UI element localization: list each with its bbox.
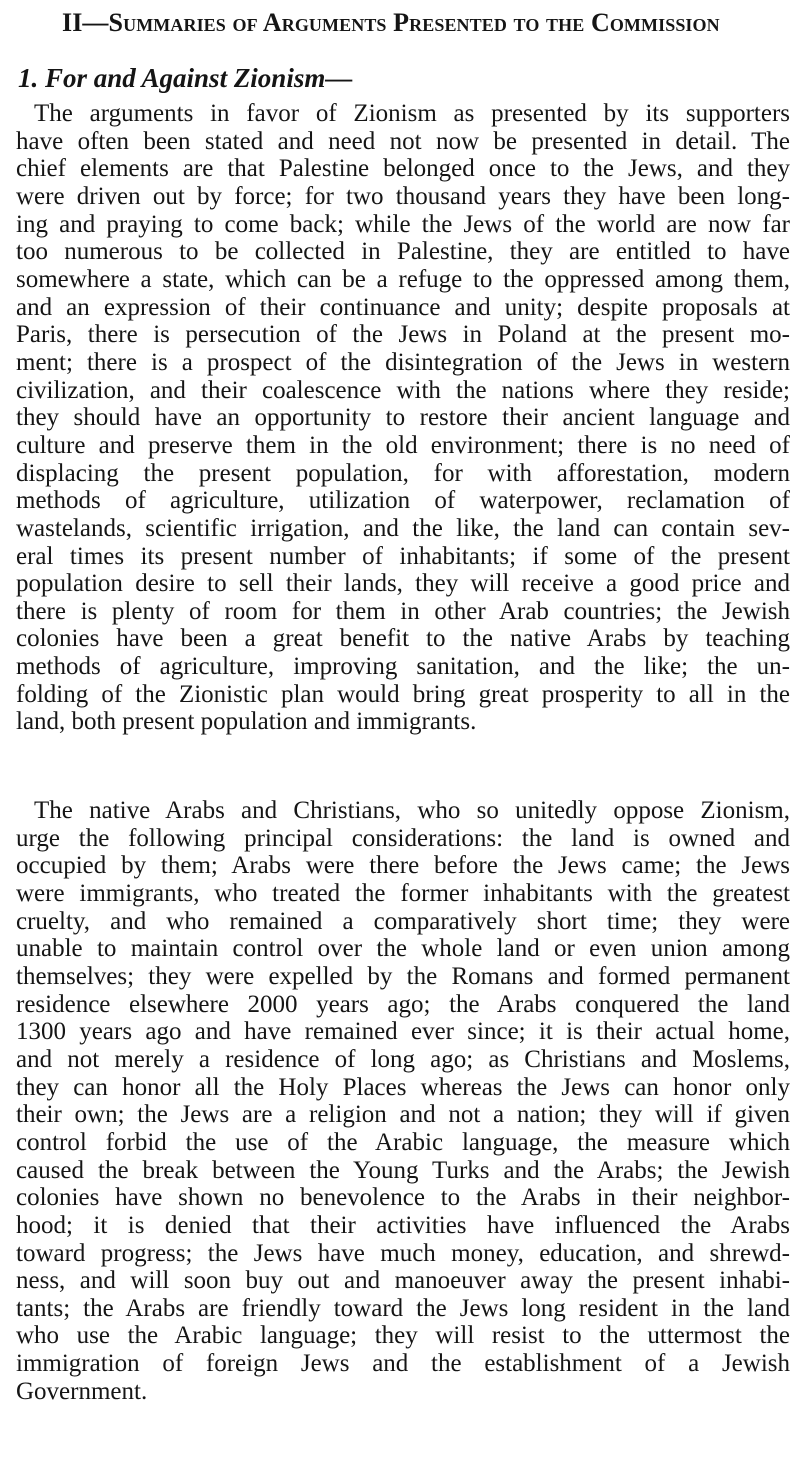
text-line: there is plenty of room for them in other Arab countries; the Jewish: [16, 597, 790, 625]
text-line: they can honor all the Holy Places whereas the Jews can honor only: [16, 1073, 790, 1101]
text-line: displacing the present population, for with afforestation, modern: [16, 459, 790, 487]
text-line: were driven out by force; for two thousand years they have been long-: [16, 182, 790, 210]
text-line: methods of agriculture, utilization of waterpower, reclamation of: [16, 487, 790, 515]
text-line: have often been stated and need not now be presented in detail. The: [16, 127, 790, 155]
text-line: Paris, there is persecution of the Jews in Poland at the present mo-: [16, 321, 790, 349]
text-line: 1300 years ago and have remained ever since; it is their actual home,: [16, 1018, 790, 1046]
text-line: residence elsewhere 2000 years ago; the Arabs conquered the land: [16, 990, 790, 1018]
text-line: population desire to sell their lands, they will receive a good price and: [16, 570, 790, 598]
text-line: The native Arabs and Christians, who so unitedly oppose Zionism,: [34, 797, 790, 824]
text-line: tants; the Arabs are friendly toward the Jews long resident in the land: [16, 1294, 790, 1322]
text-line: who use the Arabic language; they will resist to the uttermost the: [16, 1322, 790, 1350]
paragraph-for-zionism: [16, 100, 790, 736]
text-line: land, both present population and immigrants.: [16, 708, 477, 736]
section-heading: II—Summaries of Arguments Presented to the Commission: [62, 8, 720, 37]
text-line: occupied by them; Arabs were there before the Jews came; the Jews: [16, 852, 790, 880]
text-line: ment; there is a prospect of the disintegration of the Jews in western: [16, 348, 790, 376]
text-line: immigration of foreign Jews and the establishment of a Jewish: [16, 1350, 790, 1378]
paragraph-against-zionism: [16, 797, 790, 1405]
text-line: toward progress; the Jews have much money, education, and shrewd-: [16, 1239, 790, 1267]
text-line: ing and praying to come back; while the Jews of the world are now far: [16, 210, 790, 238]
text-line: too numerous to be collected in Palestine, they are entitled to have: [16, 238, 790, 266]
text-line: and not merely a residence of long ago; as Christians and Moslems,: [16, 1045, 790, 1073]
text-line: folding of the Zionistic plan would bring great prosperity to all in the: [16, 680, 790, 708]
text-line: The arguments in favor of Zionism as presented by its supporters: [34, 100, 790, 127]
text-line: civilization, and their coalescence with the nations where they reside;: [16, 376, 790, 404]
text-line: eral times its present number of inhabitants; if some of the present: [16, 542, 790, 570]
text-line: control forbid the use of the Arabic language, the measure which: [16, 1128, 790, 1156]
text-line: methods of agriculture, improving sanitation, and the like; the un-: [16, 653, 790, 681]
text-line: were immigrants, who treated the former inhabitants with the greatest: [16, 879, 790, 907]
text-line: hood; it is denied that their activities have influenced the Arabs: [16, 1211, 790, 1239]
text-line: chief elements are that Palestine belonged once to the Jews, and they: [16, 155, 790, 183]
text-line: themselves; they were expelled by the Romans and formed permanent: [16, 962, 790, 990]
text-line: caused the break between the Young Turks and the Arabs; the Jewish: [16, 1156, 790, 1184]
subsection-heading: 1. For and Against Zionism—: [18, 63, 353, 93]
text-line: somewhere a state, which can be a refuge to the oppressed among them,: [16, 265, 790, 293]
text-line: colonies have been a great benefit to the native Arabs by teaching: [16, 625, 790, 653]
text-line: urge the following principal considerations: the land is owned and: [16, 824, 790, 852]
text-line: culture and preserve them in the old environment; there is no need of: [16, 431, 790, 459]
text-line: colonies have shown no benevolence to the Arabs in their neighbor-: [16, 1184, 790, 1212]
text-line: Government.: [16, 1377, 148, 1405]
text-line: wastelands, scientific irrigation, and the like, the land can contain sev-: [16, 514, 790, 542]
text-line: cruelty, and who remained a comparatively short time; they were: [16, 907, 790, 935]
text-line: ness, and will soon buy out and manoeuver away the present inhabi-: [16, 1267, 790, 1295]
text-line: their own; the Jews are a religion and not a nation; they will if given: [16, 1101, 790, 1129]
text-line: and an expression of their continuance and unity; despite proposals at: [16, 293, 790, 321]
text-line: they should have an opportunity to restore their ancient language and: [16, 404, 790, 432]
text-line: unable to maintain control over the whole land or even union among: [16, 935, 790, 963]
